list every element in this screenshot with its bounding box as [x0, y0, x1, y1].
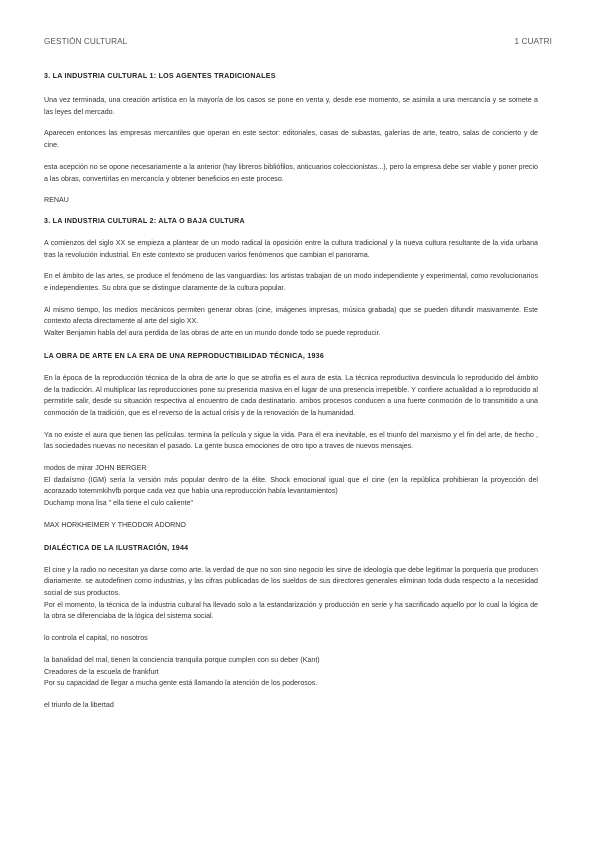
- section-heading: LA OBRA DE ARTE EN LA ERA DE UNA REPRODUCTIBILIDAD TÉCNICA, 1936: [44, 351, 325, 360]
- paragraph: En la época de la reproducción técnica de la obra de arte lo que se atrofia es el aura de esta. La técnica reproductiva desvincula lo reproducido del ámbito de la tradicción. Al multiplicar las reproducciones pone su presencia masiva en el lugar de una presencia irrepetible. Y confiere actualidad a lo reproducido al permitirle salir, desde su situación respectiva al encuentro de cada destinatario. ambos procesos conducen a una fuerte conmoción de lo transmitido a una conmoción de la tradición, que es el reverso de la actual crisis y de la renovación de la humanidad.: [44, 373, 538, 417]
- paragraph: esta acepción no se opone necesariamente a la anterior (hay libreros bibliófilos, anticuarios coleccionistas...), pero la empresa debe ser viable y poner precio a las obras, convertirlas en mercancía y obtener beneficios en este proceso.: [44, 162, 538, 183]
- paragraph: Aparecen entonces las empresas mercantiles que operan en este sector: editoriales, casas de subastas, galerías de arte, teatro, salas de concierto y de cine.: [44, 129, 538, 150]
- paragraph: Creadores de la escuela de frankfurt: [44, 667, 159, 676]
- paragraph: El cine y la radio no necesitan ya darse como arte. la verdad de que no son sino negocio les sirve de ideología que debe legitimar la porquería que producen diariamente. se autodefinen como industrias, y las cifras publicadas de los sueldos de sus directores generales eliminan toda duda respecto a la necesidad social de sus productos.: [44, 565, 538, 597]
- paragraph: Duchamp mona lisa " ella tiene el culo caliente": [44, 499, 193, 508]
- header-course-title: GESTIÓN CULTURAL: [44, 37, 128, 46]
- section-heading: DIALÉCTICA DE LA ILUSTRACIÓN, 1944: [44, 543, 189, 552]
- paragraph: la banalidad del mal, tienen la conciencia tranquila porque cumplen con su deber (Kant): [44, 655, 320, 664]
- document-body: [44, 72, 538, 712]
- page-header: [44, 37, 556, 49]
- paragraph: Una vez terminada, una creación artística en la mayoría de los casos se pone en venta y, desde ese momento, se asimila a una mercancía y se somete a las leyes del mercado.: [44, 96, 538, 116]
- paragraph: En el ámbito de las artes, se produce el fenómeno de las vanguardias: los artistas trabajan de un modo independiente y experimental, como revolucionarios e independientes. Su obra que se distingue claramente de la cultura popular.: [44, 272, 538, 293]
- section-heading: 3. LA INDUSTRIA CULTURAL 2: ALTA O BAJA CULTURA: [44, 216, 245, 225]
- paragraph: El dadaísmo (IGM) sería la versión más popular dentro de la élite. Shock emocional igual que el cine (en la república prohibieran la proyección del acorazado totemmkihvfb porque cada vez que había una reproducción había levantamientos): [44, 475, 538, 496]
- paragraph: RENAU: [44, 196, 69, 205]
- paragraph: Por su capacidad de llegar a mucha gente está llamando la atención de los poderosos.: [44, 679, 318, 688]
- paragraph: MAX HORKHEIMER Y THEODOR ADORNO: [44, 520, 186, 529]
- section-heading: 3. LA INDUSTRIA CULTURAL 1: LOS AGENTES TRADICIONALES: [44, 72, 276, 80]
- paragraph: Walter Benjamin habla del aura perdida de las obras de arte en un mundo donde todo se puede reproducir.: [44, 329, 381, 338]
- paragraph: A comienzos del siglo XX se empieza a plantear de un modo radical la oposición entre la cultura tradicional y la nueva cultura resultante de la vida urbana tras la revolución industrial. En este contexto se producen varios fenómenos que cambian el panorama.: [44, 238, 538, 259]
- paragraph: el triunfo de la libertad: [44, 700, 114, 709]
- header-term: 1 CUATRI: [514, 37, 552, 46]
- paragraph: Al mismo tiempo, los medios mecánicos permiten generar obras (cine, imágenes impresas, música grabada) que se pueden difundir masivamente. Este contexto afecta directamente al arte del siglo XX.: [44, 305, 538, 326]
- paragraph: Por el momento, la técnica de la industria cultural ha llevado solo a la estandarización y producción en serie y ha sacrificado aquello por lo cual la lógica de la obra se diferenciaba de la lógica del sistema social.: [44, 600, 538, 621]
- paragraph: modos de mirar JOHN BERGER: [44, 464, 147, 473]
- paragraph: Ya no existe el aura que tienen las películas. termina la película y sigue la vida. Para él era inevitable, es el triunfo del marxismo y el fin del arte, de hecho , las sociedades nuevas no necesitan el pasado. La gente busca emociones de otro tipo a traves de nuevos mensajes.: [44, 430, 538, 451]
- paragraph: lo controla el capital, no nosotros: [44, 634, 148, 643]
